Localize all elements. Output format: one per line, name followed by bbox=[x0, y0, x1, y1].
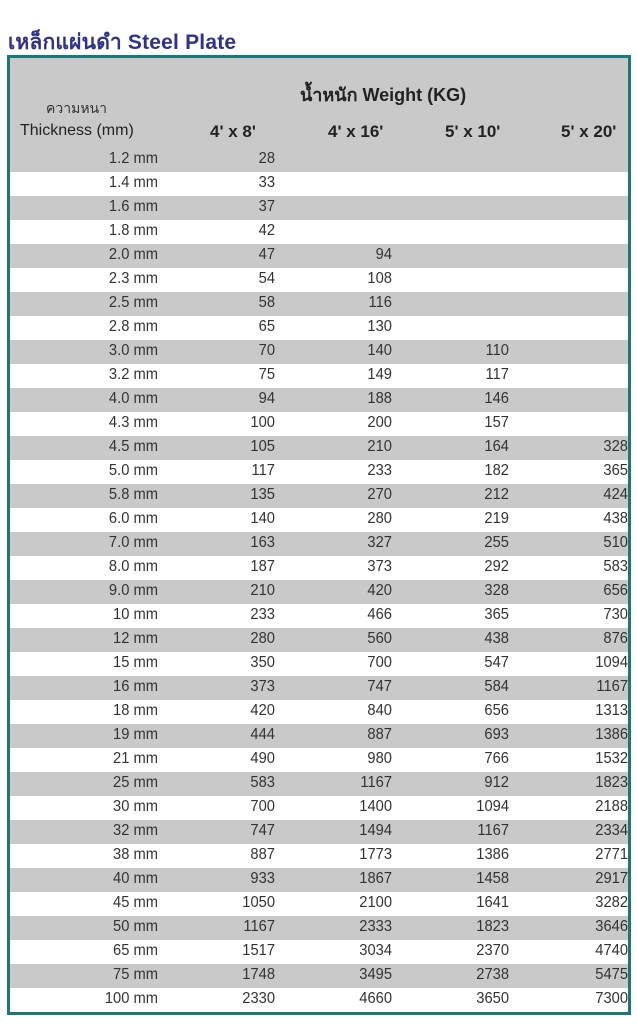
cell-weight-5x10: 1094 bbox=[476, 798, 509, 815]
cell-weight-4x8: 280 bbox=[250, 630, 275, 647]
page-title: เหล็กแผ่นดำ Steel Plate bbox=[8, 31, 237, 54]
cell-weight-5x10: 365 bbox=[484, 606, 509, 623]
cell-weight-5x10: 292 bbox=[484, 558, 509, 575]
table-row bbox=[10, 892, 628, 916]
cell-thickness: 16 mm bbox=[113, 678, 158, 695]
cell-thickness: 9.0 mm bbox=[108, 582, 158, 599]
table-row bbox=[10, 412, 628, 436]
cell-weight-4x8: 47 bbox=[258, 246, 275, 263]
table-row bbox=[10, 268, 628, 292]
cell-thickness: 21 mm bbox=[113, 750, 158, 767]
cell-thickness: 4.0 mm bbox=[108, 390, 158, 407]
cell-weight-4x16: 280 bbox=[367, 510, 392, 527]
cell-weight-4x8: 135 bbox=[250, 486, 275, 503]
cell-weight-5x20: 876 bbox=[603, 630, 628, 647]
table-row bbox=[10, 844, 628, 868]
cell-weight-4x16: 140 bbox=[367, 342, 392, 359]
cell-weight-4x16: 980 bbox=[367, 750, 392, 767]
column-header-4x8: 4' x 8' bbox=[210, 122, 256, 141]
cell-weight-4x16: 130 bbox=[367, 318, 392, 335]
table-row bbox=[10, 220, 628, 244]
cell-thickness: 6.0 mm bbox=[108, 510, 158, 527]
cell-weight-4x8: 75 bbox=[258, 366, 275, 383]
cell-weight-4x16: 3495 bbox=[359, 966, 392, 983]
cell-weight-5x10: 219 bbox=[484, 510, 509, 527]
weight-table bbox=[7, 55, 631, 1015]
cell-weight-4x8: 1748 bbox=[242, 966, 275, 983]
cell-thickness: 19 mm bbox=[113, 726, 158, 743]
cell-weight-5x20: 2188 bbox=[595, 798, 628, 815]
cell-weight-5x20: 510 bbox=[603, 534, 628, 551]
cell-weight-5x20: 1532 bbox=[595, 750, 628, 767]
cell-weight-4x8: 33 bbox=[258, 174, 275, 191]
cell-weight-5x10: 584 bbox=[484, 678, 509, 695]
cell-thickness: 1.4 mm bbox=[108, 174, 158, 191]
cell-weight-5x10: 110 bbox=[485, 342, 509, 359]
cell-thickness: 2.8 mm bbox=[108, 318, 158, 335]
table-row bbox=[10, 628, 628, 652]
table-row bbox=[10, 292, 628, 316]
cell-weight-5x10: 3650 bbox=[476, 990, 509, 1007]
cell-weight-4x8: 1050 bbox=[242, 894, 275, 911]
cell-weight-5x10: 164 bbox=[484, 438, 509, 455]
cell-weight-4x16: 1167 bbox=[360, 774, 392, 791]
table-row bbox=[10, 580, 628, 604]
cell-weight-5x10: 328 bbox=[484, 582, 509, 599]
cell-weight-4x16: 700 bbox=[367, 654, 392, 671]
cell-weight-5x10: 255 bbox=[484, 534, 509, 551]
table-row bbox=[10, 556, 628, 580]
cell-weight-4x16: 560 bbox=[367, 630, 392, 647]
cell-weight-5x10: 117 bbox=[485, 366, 509, 383]
cell-thickness: 8.0 mm bbox=[108, 558, 158, 575]
cell-weight-4x8: 42 bbox=[258, 222, 275, 239]
cell-thickness: 50 mm bbox=[113, 918, 158, 935]
cell-weight-4x16: 116 bbox=[368, 294, 392, 311]
cell-weight-4x8: 163 bbox=[250, 534, 275, 551]
cell-weight-4x8: 70 bbox=[258, 342, 275, 359]
cell-thickness: 30 mm bbox=[113, 798, 158, 815]
cell-thickness: 18 mm bbox=[113, 702, 158, 719]
table-row bbox=[10, 820, 628, 844]
cell-weight-4x16: 420 bbox=[367, 582, 392, 599]
cell-thickness: 12 mm bbox=[113, 630, 158, 647]
cell-weight-4x8: 444 bbox=[250, 726, 275, 743]
cell-thickness: 25 mm bbox=[113, 774, 158, 791]
cell-weight-5x10: 766 bbox=[484, 750, 509, 767]
cell-thickness: 5.8 mm bbox=[108, 486, 158, 503]
cell-thickness: 38 mm bbox=[113, 846, 158, 863]
cell-weight-5x20: 1313 bbox=[595, 702, 628, 719]
weight-header-label: น้ำหนัก Weight (KG) bbox=[300, 85, 467, 105]
cell-weight-5x20: 2334 bbox=[595, 822, 628, 839]
cell-weight-5x20: 365 bbox=[603, 462, 628, 479]
table-row bbox=[10, 388, 628, 412]
cell-weight-5x10: 656 bbox=[484, 702, 509, 719]
cell-weight-4x16: 270 bbox=[367, 486, 392, 503]
cell-thickness: 1.2 mm bbox=[108, 150, 158, 167]
table-body bbox=[10, 148, 628, 1012]
table-row bbox=[10, 340, 628, 364]
cell-weight-4x8: 233 bbox=[250, 606, 275, 623]
cell-weight-4x8: 700 bbox=[250, 798, 275, 815]
cell-weight-5x20: 4740 bbox=[595, 942, 628, 959]
table-row bbox=[10, 244, 628, 268]
cell-weight-5x10: 1641 bbox=[476, 894, 509, 911]
table-row bbox=[10, 748, 628, 772]
cell-weight-5x10: 1386 bbox=[476, 846, 509, 863]
cell-weight-4x16: 210 bbox=[367, 438, 392, 455]
cell-weight-4x16: 887 bbox=[367, 726, 392, 743]
table-row bbox=[10, 532, 628, 556]
cell-weight-5x20: 3646 bbox=[595, 918, 628, 935]
cell-weight-4x8: 583 bbox=[250, 774, 275, 791]
cell-weight-5x10: 2370 bbox=[476, 942, 509, 959]
table-row bbox=[10, 316, 628, 340]
cell-weight-4x16: 233 bbox=[367, 462, 392, 479]
table-row bbox=[10, 724, 628, 748]
cell-weight-4x8: 117 bbox=[251, 462, 275, 479]
cell-weight-4x16: 1773 bbox=[359, 846, 392, 863]
cell-weight-4x8: 350 bbox=[250, 654, 275, 671]
cell-weight-5x10: 212 bbox=[484, 486, 509, 503]
table-row bbox=[10, 772, 628, 796]
cell-thickness: 7.0 mm bbox=[108, 534, 158, 551]
column-header-5x20: 5' x 20' bbox=[561, 122, 617, 141]
table-row bbox=[10, 700, 628, 724]
cell-weight-5x20: 7300 bbox=[595, 990, 628, 1007]
cell-weight-4x16: 1867 bbox=[359, 870, 392, 887]
cell-thickness: 15 mm bbox=[113, 654, 158, 671]
cell-thickness: 2.5 mm bbox=[108, 294, 158, 311]
cell-weight-5x20: 3282 bbox=[595, 894, 628, 911]
cell-weight-5x10: 182 bbox=[484, 462, 509, 479]
cell-weight-5x10: 157 bbox=[484, 414, 509, 431]
table-row bbox=[10, 652, 628, 676]
cell-weight-5x20: 730 bbox=[603, 606, 628, 623]
cell-weight-4x16: 373 bbox=[367, 558, 392, 575]
table-row bbox=[10, 148, 628, 172]
cell-weight-5x20: 583 bbox=[603, 558, 628, 575]
cell-thickness: 5.0 mm bbox=[108, 462, 158, 479]
cell-weight-5x20: 1094 bbox=[595, 654, 628, 671]
cell-weight-5x20: 656 bbox=[603, 582, 628, 599]
cell-weight-4x16: 94 bbox=[375, 246, 392, 263]
cell-weight-4x8: 1167 bbox=[243, 918, 275, 935]
cell-weight-5x20: 1167 bbox=[596, 678, 628, 695]
cell-thickness: 40 mm bbox=[113, 870, 158, 887]
cell-weight-4x8: 420 bbox=[250, 702, 275, 719]
table-row bbox=[10, 196, 628, 220]
cell-weight-4x8: 140 bbox=[250, 510, 275, 527]
cell-weight-4x16: 466 bbox=[367, 606, 392, 623]
cell-weight-4x16: 2333 bbox=[359, 918, 392, 935]
cell-weight-5x20: 2917 bbox=[595, 870, 628, 887]
table-row bbox=[10, 172, 628, 196]
thickness-header-thai: ความหนา bbox=[46, 100, 107, 116]
cell-weight-4x8: 94 bbox=[258, 390, 275, 407]
cell-weight-4x16: 1494 bbox=[359, 822, 392, 839]
cell-weight-4x16: 108 bbox=[367, 270, 392, 287]
cell-weight-4x8: 28 bbox=[258, 150, 275, 167]
cell-weight-4x8: 210 bbox=[250, 582, 275, 599]
table-row bbox=[10, 940, 628, 964]
cell-weight-4x8: 887 bbox=[250, 846, 275, 863]
cell-weight-4x16: 3034 bbox=[359, 942, 392, 959]
cell-weight-4x16: 327 bbox=[367, 534, 392, 551]
cell-weight-5x10: 1167 bbox=[477, 822, 509, 839]
cell-weight-4x8: 2330 bbox=[242, 990, 275, 1007]
cell-thickness: 3.0 mm bbox=[108, 342, 158, 359]
cell-thickness: 100 mm bbox=[104, 990, 158, 1007]
cell-weight-4x8: 100 bbox=[250, 414, 275, 431]
cell-weight-4x16: 200 bbox=[367, 414, 392, 431]
table-row bbox=[10, 364, 628, 388]
thickness-header-en: Thickness (mm) bbox=[20, 122, 134, 139]
cell-weight-5x20: 1823 bbox=[595, 774, 628, 791]
cell-weight-4x16: 840 bbox=[367, 702, 392, 719]
cell-thickness: 45 mm bbox=[113, 894, 158, 911]
cell-thickness: 1.6 mm bbox=[108, 198, 158, 215]
cell-weight-4x8: 373 bbox=[250, 678, 275, 695]
table-row bbox=[10, 988, 628, 1012]
cell-weight-5x10: 1823 bbox=[476, 918, 509, 935]
cell-weight-4x16: 149 bbox=[367, 366, 392, 383]
cell-weight-4x16: 4660 bbox=[359, 990, 392, 1007]
table-row bbox=[10, 796, 628, 820]
table-row bbox=[10, 676, 628, 700]
table-row bbox=[10, 436, 628, 460]
cell-thickness: 2.3 mm bbox=[108, 270, 158, 287]
cell-thickness: 65 mm bbox=[113, 942, 158, 959]
cell-weight-4x8: 65 bbox=[258, 318, 275, 335]
cell-weight-5x10: 146 bbox=[484, 390, 509, 407]
cell-weight-4x16: 1400 bbox=[359, 798, 392, 815]
cell-weight-5x20: 5475 bbox=[595, 966, 628, 983]
table-row bbox=[10, 964, 628, 988]
cell-weight-5x10: 912 bbox=[484, 774, 509, 791]
cell-weight-5x10: 438 bbox=[484, 630, 509, 647]
cell-weight-5x20: 2771 bbox=[595, 846, 628, 863]
cell-thickness: 4.3 mm bbox=[108, 414, 158, 431]
cell-weight-5x10: 2738 bbox=[476, 966, 509, 983]
cell-thickness: 4.5 mm bbox=[108, 438, 158, 455]
cell-weight-4x8: 747 bbox=[250, 822, 275, 839]
cell-weight-5x20: 438 bbox=[603, 510, 628, 527]
cell-thickness: 32 mm bbox=[113, 822, 158, 839]
table-row bbox=[10, 484, 628, 508]
cell-weight-4x16: 188 bbox=[367, 390, 392, 407]
table-header bbox=[10, 58, 628, 148]
table-row bbox=[10, 460, 628, 484]
cell-weight-4x16: 747 bbox=[367, 678, 392, 695]
cell-weight-4x8: 58 bbox=[258, 294, 275, 311]
cell-weight-4x8: 187 bbox=[250, 558, 275, 575]
cell-thickness: 1.8 mm bbox=[108, 222, 158, 239]
cell-weight-4x8: 933 bbox=[250, 870, 275, 887]
cell-weight-4x8: 54 bbox=[258, 270, 275, 287]
cell-weight-5x20: 328 bbox=[603, 438, 628, 455]
cell-thickness: 3.2 mm bbox=[108, 366, 158, 383]
cell-thickness: 10 mm bbox=[113, 606, 158, 623]
column-header-5x10: 5' x 10' bbox=[445, 122, 501, 141]
table-row bbox=[10, 508, 628, 532]
cell-thickness: 75 mm bbox=[113, 966, 158, 983]
table-row bbox=[10, 868, 628, 892]
cell-weight-5x10: 693 bbox=[484, 726, 509, 743]
cell-weight-5x20: 1386 bbox=[595, 726, 628, 743]
table-row bbox=[10, 916, 628, 940]
cell-weight-5x10: 1458 bbox=[476, 870, 509, 887]
cell-weight-4x8: 490 bbox=[250, 750, 275, 767]
cell-thickness: 2.0 mm bbox=[108, 246, 158, 263]
cell-weight-4x8: 1517 bbox=[242, 942, 275, 959]
cell-weight-4x16: 2100 bbox=[359, 894, 392, 911]
column-header-4x16: 4' x 16' bbox=[328, 122, 384, 141]
cell-weight-5x10: 547 bbox=[484, 654, 509, 671]
cell-weight-4x8: 105 bbox=[250, 438, 275, 455]
cell-weight-5x20: 424 bbox=[603, 486, 628, 503]
table-row bbox=[10, 604, 628, 628]
cell-weight-4x8: 37 bbox=[258, 198, 275, 215]
